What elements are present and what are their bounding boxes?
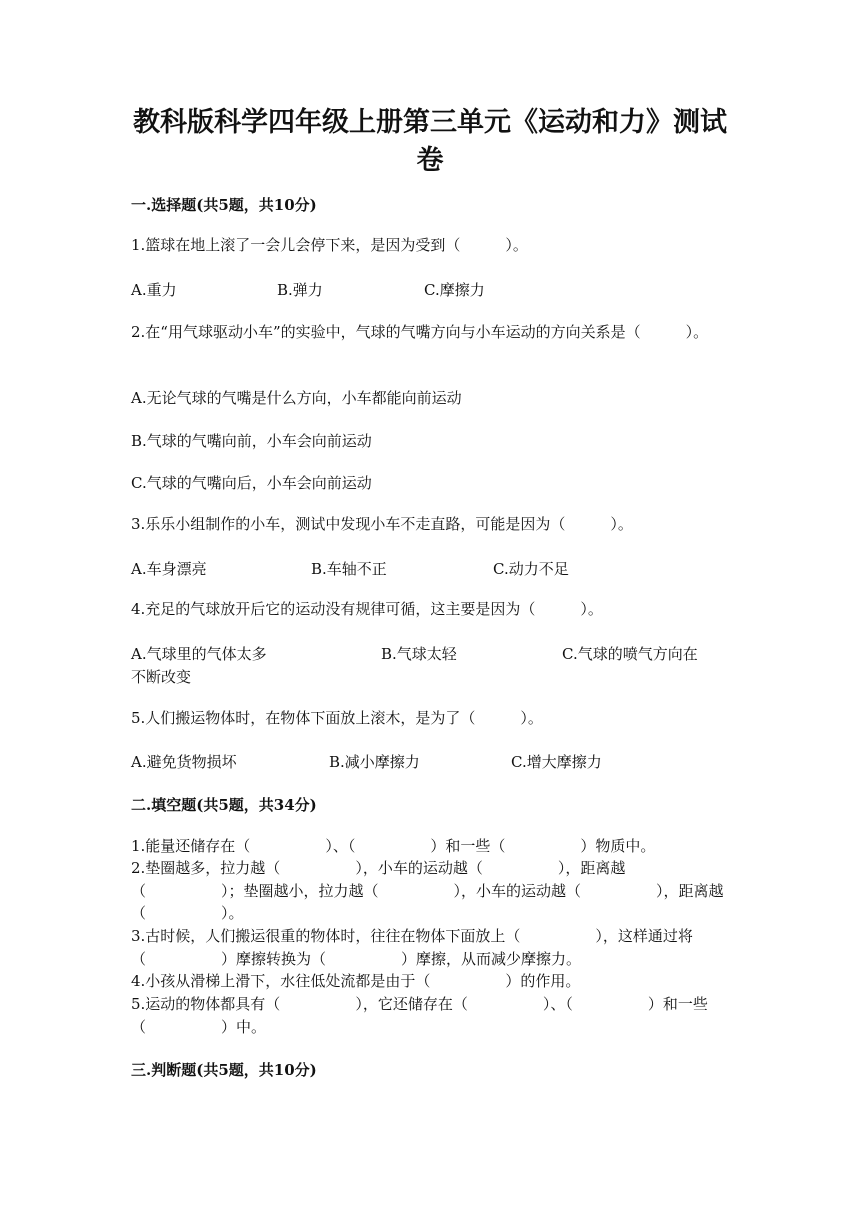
option-2b: B.气球的气嘴向前，小车会向前运动 <box>131 432 372 450</box>
option-4c-continued: 不断改变 <box>131 668 192 686</box>
fill-question-1: 1.能量还储存在（ ）、（ ）和一些（ ）物质中。 <box>131 837 656 855</box>
section-heading-choice: 一.选择题(共5题，共10分) <box>131 196 317 214</box>
question-5: 5.人们搬运物体时，在物体下面放上滚木，是为了（ ）。 <box>131 709 543 727</box>
option-1a: A.重力 <box>131 281 177 299</box>
question-1: 1.篮球在地上滚了一会儿会停下来，是因为受到（ ）。 <box>131 236 528 254</box>
option-4b: B.气球太轻 <box>381 645 457 663</box>
option-5a: A.避免货物损坏 <box>131 753 237 771</box>
option-3c: C.动力不足 <box>493 560 569 578</box>
option-2c: C.气球的气嘴向后，小车会向前运动 <box>131 474 372 492</box>
option-3a: A.车身漂亮 <box>131 560 207 578</box>
option-3b: B.车轴不正 <box>311 560 387 578</box>
option-4c: C.气球的喷气方向在 <box>562 645 698 663</box>
option-1b: B.弹力 <box>277 281 323 299</box>
fill-question-3: 3.古时候，人们搬运很重的物体时，往往在物体下面放上（ ），这样通过将（ ）摩擦转换为（ ）摩擦，从而减少摩擦力。 <box>131 927 693 968</box>
question-3: 3.乐乐小组制作的小车，测试中发现小车不走直路，可能是因为（ ）。 <box>131 515 633 533</box>
fill-question-5: 5.运动的物体都具有（ ），它还储存在（ ）、（ ）和一些（ ）中。 <box>131 995 708 1036</box>
option-1c: C.摩擦力 <box>424 281 485 299</box>
question-2: 2.在“用气球驱动小车”的实验中，气球的气嘴方向与小车运动的方向关系是（ ）。 <box>131 323 709 341</box>
option-5b: B.减小摩擦力 <box>329 753 420 771</box>
option-5c: C.增大摩擦力 <box>511 753 602 771</box>
question-4: 4.充足的气球放开后它的运动没有规律可循，这主要是因为（ ）。 <box>131 600 603 618</box>
option-4a: A.气球里的气体太多 <box>131 645 267 663</box>
page-title: 教科版科学四年级上册第三单元《运动和力》测试卷 <box>133 107 727 176</box>
option-2a: A.无论气球的气嘴是什么方向，小车都能向前运动 <box>131 389 462 407</box>
fill-question-4: 4.小孩从滑梯上滑下，水往低处流都是由于（ ）的作用。 <box>131 972 581 990</box>
fill-question-2: 2.垫圈越多，拉力越（ ），小车的运动越（ ），距离越（ ）；垫圈越小，拉力越（ ），小车的运动越（ ），距离越（ ）。 <box>131 859 724 923</box>
section-heading-fill: 二.填空题(共5题，共34分) <box>131 796 317 814</box>
section-heading-judge: 三.判断题(共5题，共10分) <box>131 1061 317 1079</box>
